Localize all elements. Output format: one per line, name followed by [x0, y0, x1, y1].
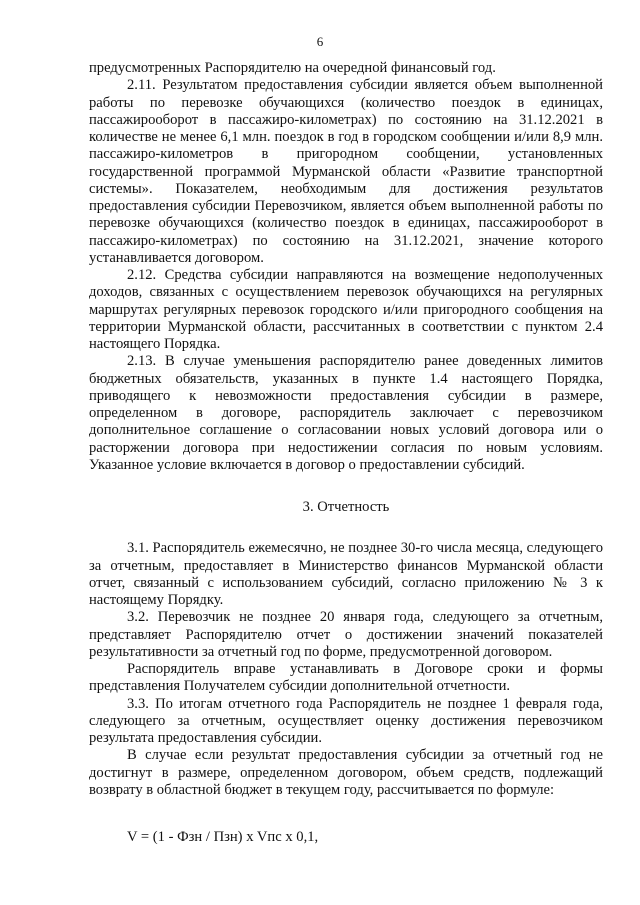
paragraph-2-13: 2.13. В случае уменьшения распорядителю ранее доведенных лимитов бюджетных обязательств, указанных в пункте 1.4 настоящего Порядка, приводящего к невозможности предоставления субсидии в размере, определенном в договоре, распорядитель заключает с перевозчиком дополнительное соглашение о согласовании новых условий договора или о расторжении договора при недостижении согласия по новым условиям. Указанное условие включается в договор о предоставлении субсидий.	[89, 353, 603, 473]
paragraph-3-2: 3.2. Перевозчик не позднее 20 января года, следующего за отчетным, представляет Распорядителю отчет о достижении значений показателей результативности за отчетный год по форме, предусмотренной договором.	[89, 609, 603, 660]
paragraph-refund-condition: В случае если результат предоставления субсидии за отчетный год не достигнут в размере, определенном договором, объем средств, подлежащий возврату в областной бюджет в текущем году, рассчитывается по формуле:	[89, 747, 603, 798]
paragraph-2-12: 2.12. Средства субсидии направляются на возмещение недополученных доходов, связанных с осуществлением перевозок обучающихся на регулярных маршрутах регулярных перевозок городского и/или пригородного сообщения на территории Мурманской области, рассчитанных в соответствии с пунктом 2.4 настоящего Порядка.	[89, 267, 603, 352]
page-number: 6	[316, 34, 324, 49]
section-heading: 3. Отчетность	[302, 499, 390, 515]
refund-formula: V = (1 - Фзн / Пзн) x Vпс x 0,1,	[127, 829, 319, 845]
paragraph-3-3: 3.3. По итогам отчетного года Распорядитель не позднее 1 февраля года, следующего за отчетным, осуществляет оценку достижения перевозчиком результата предоставления субсидии.	[89, 695, 603, 746]
paragraph-2-11: 2.11. Результатом предоставления субсидии является объем выполненной работы по перевозке обучающихся (количество поездок в единицах, пассажирооборот в пассажиро-километрах) по состоянию на 31.12.2021 в количестве не менее 6,1 млн. поездок в год в городском сообщении и/или 8,9 млн. пассажиро-километров в пригородном сообщении, установленных государственной программой Мурманской области «Развитие транспортной системы». Показателем, необходимым для достижения результатов предоставления субсидии Перевозчиком, является объем выполненной работы по перевозке обучающихся (количество поездок в единицах, пассажирооборот в пассажиро-километрах) по состоянию на 31.12.2021, значение которого устанавливается договором.	[89, 77, 603, 266]
document-body	[89, 60, 603, 846]
paragraph-3-1: 3.1. Распорядитель ежемесячно, не позднее 30-го числа месяца, следующего за отчетным, предоставляет в Министерство финансов Мурманской области отчет, связанный с использованием субсидий, согласно приложению № 3 к настоящему Порядку.	[89, 540, 603, 608]
paragraph-3-2-additional: Распорядитель вправе устанавливать в Договоре сроки и формы представления Получателем субсидии дополнительной отчетности.	[89, 661, 603, 695]
paragraph-continuation: предусмотренных Распорядителю на очередной финансовый год.	[89, 60, 496, 76]
